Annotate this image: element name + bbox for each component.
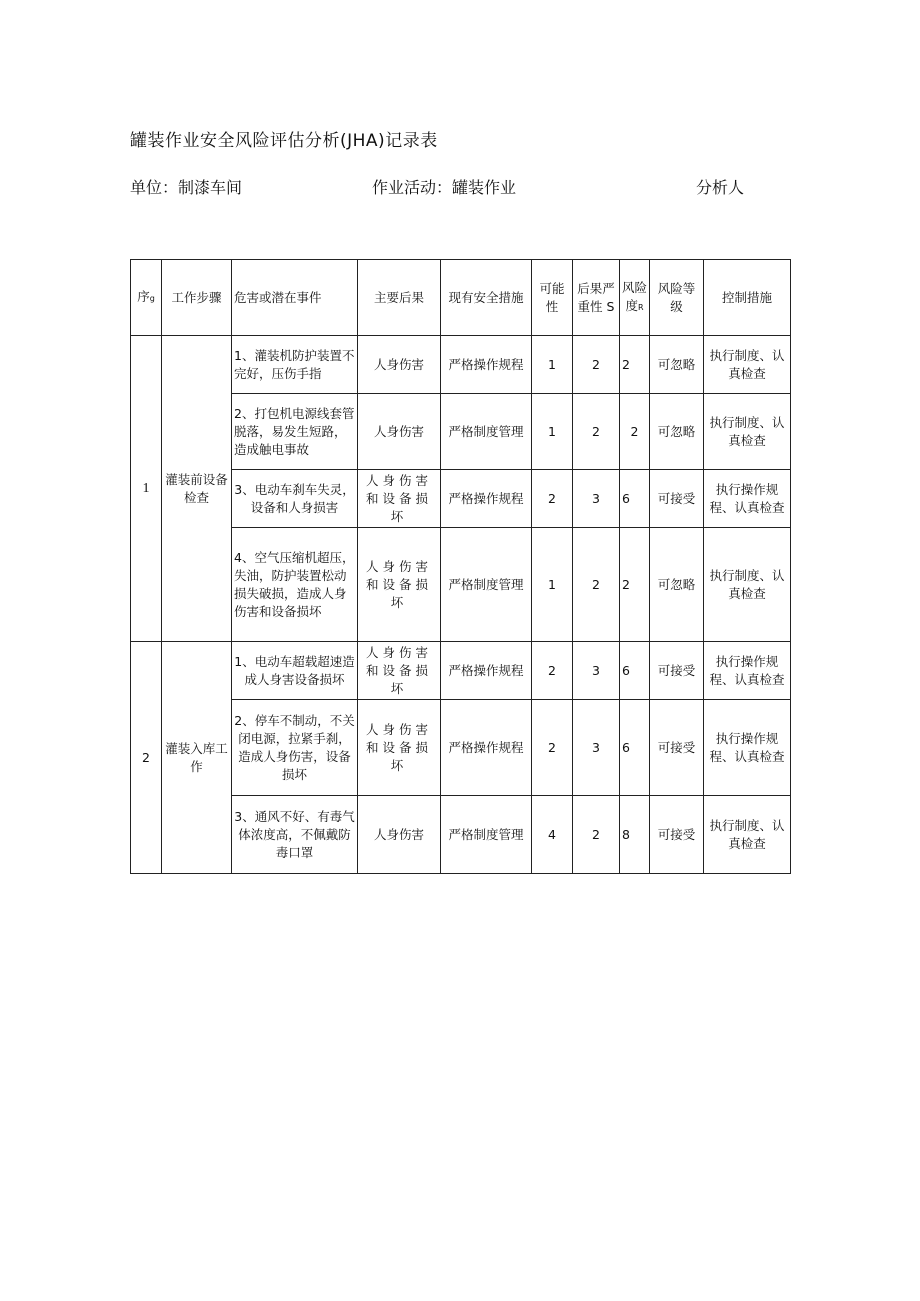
consequence-cell: 人身伤害	[358, 394, 441, 470]
measures-cell: 严格操作规程	[441, 336, 532, 394]
group-step: 灌装入库工作	[162, 642, 232, 874]
severity-cell: 3	[573, 700, 620, 796]
control-cell: 执行操作规程、认真检查	[704, 470, 791, 528]
group-step: 灌装前设备检查	[162, 336, 232, 642]
level-cell: 可接受	[650, 470, 704, 528]
measures-cell: 严格操作规程	[441, 642, 532, 700]
likelihood-cell: 1	[532, 336, 573, 394]
header-seq: 序g	[131, 260, 162, 336]
likelihood-cell: 2	[532, 470, 573, 528]
control-cell: 执行制度、认真检查	[704, 528, 791, 642]
control-cell: 执行制度、认真检查	[704, 336, 791, 394]
severity-cell: 2	[573, 394, 620, 470]
hazard-cell: 2、停车不制动，不关闭电源，拉紧手刹，造成人身伤害，设备损坏	[232, 700, 358, 796]
control-cell: 执行操作规程、认真检查	[704, 642, 791, 700]
measures-cell: 严格操作规程	[441, 700, 532, 796]
hazard-cell: 1、电动车超载超速造成人身害设备损坏	[232, 642, 358, 700]
measures-cell: 严格制度管理	[441, 796, 532, 874]
hazard-cell: 1、灌装机防护装置不完好，压伤手指	[232, 336, 358, 394]
measures-cell: 严格制度管理	[441, 528, 532, 642]
risk-cell: 2	[620, 394, 650, 470]
consequence-cell: 人身伤害和设备损坏	[358, 470, 441, 528]
level-cell: 可忽略	[650, 528, 704, 642]
header-severity: 后果严重性 S	[573, 260, 620, 336]
likelihood-cell: 2	[532, 700, 573, 796]
hazard-cell: 3、电动车刹车失灵，设备和人身损害	[232, 470, 358, 528]
likelihood-cell: 4	[532, 796, 573, 874]
consequence-cell: 人身伤害和设备损坏	[358, 700, 441, 796]
measures-cell: 严格制度管理	[441, 394, 532, 470]
header-row	[131, 260, 791, 336]
risk-cell: 6	[620, 700, 650, 796]
risk-cell: 2	[620, 528, 650, 642]
jha-table	[130, 259, 791, 874]
consequence-cell: 人身伤害和设备损坏	[358, 642, 441, 700]
consequence-cell: 人身伤害和设备损坏	[358, 528, 441, 642]
header-step: 工作步骤	[162, 260, 232, 336]
severity-cell: 2	[573, 336, 620, 394]
level-cell: 可接受	[650, 700, 704, 796]
header-level: 风险等级	[650, 260, 704, 336]
group-seq: 1	[131, 336, 162, 642]
table-row	[131, 642, 791, 700]
header-measures: 现有安全措施	[441, 260, 532, 336]
hazard-cell: 4、空气压缩机超压，失油，防护装置松动损失破损，造成人身伤害和设备损坏	[232, 528, 358, 642]
control-cell: 执行操作规程、认真检查	[704, 700, 791, 796]
level-cell: 可忽略	[650, 336, 704, 394]
severity-cell: 2	[573, 796, 620, 874]
severity-cell: 2	[573, 528, 620, 642]
control-cell: 执行制度、认真检查	[704, 394, 791, 470]
document-title: 罐装作业安全风险评估分析(JHA)记录表	[130, 131, 438, 151]
likelihood-cell: 2	[532, 642, 573, 700]
unit-label: 单位：制漆车间	[130, 178, 243, 197]
header-risk: 风险度R	[620, 260, 650, 336]
likelihood-cell: 1	[532, 394, 573, 470]
header-hazard: 危害或潜在事件	[232, 260, 358, 336]
header-control: 控制措施	[704, 260, 791, 336]
hazard-cell: 3、通风不好、有毒气体浓度高，不佩戴防毒口罩	[232, 796, 358, 874]
risk-cell: 2	[620, 336, 650, 394]
header-consequence: 主要后果	[358, 260, 441, 336]
table-row	[131, 336, 791, 394]
risk-cell: 8	[620, 796, 650, 874]
consequence-cell: 人身伤害	[358, 336, 441, 394]
severity-cell: 3	[573, 470, 620, 528]
measures-cell: 严格操作规程	[441, 470, 532, 528]
risk-cell: 6	[620, 470, 650, 528]
level-cell: 可忽略	[650, 394, 704, 470]
level-cell: 可接受	[650, 642, 704, 700]
hazard-cell: 2、打包机电源线套管脱落，易发生短路，造成触电事故	[232, 394, 358, 470]
control-cell: 执行制度、认真检查	[704, 796, 791, 874]
header-likelihood: 可能性	[532, 260, 573, 336]
consequence-cell: 人身伤害	[358, 796, 441, 874]
analyst-label: 分析人	[696, 178, 745, 197]
level-cell: 可接受	[650, 796, 704, 874]
group-seq: 2	[131, 642, 162, 874]
severity-cell: 3	[573, 642, 620, 700]
likelihood-cell: 1	[532, 528, 573, 642]
activity-label: 作业活动：罐装作业	[372, 178, 517, 197]
risk-cell: 6	[620, 642, 650, 700]
